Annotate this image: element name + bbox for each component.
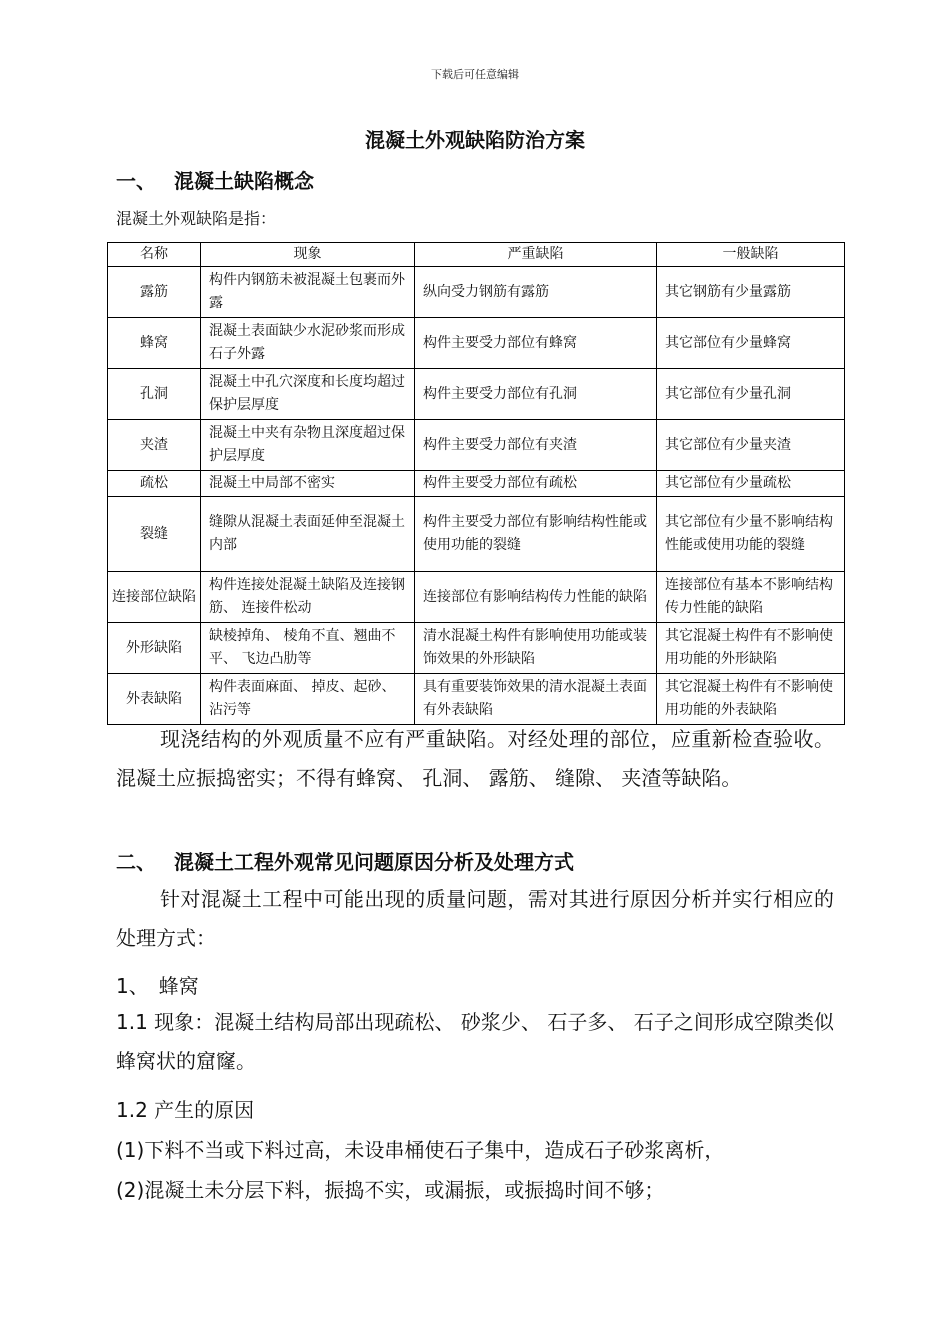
section-number: 二、 [116,850,156,874]
defect-severe: 纵向受力钢筋有露筋 [415,267,657,318]
section-title: 混凝土工程外观常见问题原因分析及处理方式 [174,850,574,874]
table-row [108,318,845,369]
table-row [108,497,845,572]
table-header-row [108,243,845,267]
defect-severe: 清水混凝土构件有影响使用功能或装饰效果的外形缺陷 [415,623,657,674]
defect-general: 其它部位有少量夹渣 [657,420,845,471]
header-note: 下载后可任意编辑 [431,68,519,81]
table-row [108,572,845,623]
item-subheading: 1.2 产生的原因 [116,1098,255,1122]
defect-phenomenon: 混凝土中孔穴深度和长度均超过保护层厚度 [201,369,415,420]
defect-phenomenon: 缺棱掉角、 棱角不直、翘曲不平、 飞边凸肋等 [201,623,415,674]
defect-table [107,242,845,725]
defect-name: 露筋 [108,267,201,318]
defect-phenomenon: 缝隙从混凝土表面延伸至混凝土内部 [201,497,415,572]
defect-name: 夹渣 [108,420,201,471]
defect-name: 蜂窝 [108,318,201,369]
column-header: 现象 [201,243,415,267]
phenomenon-paragraph: 1.1 现象：混凝土结构局部出现疏松、 砂浆少、 石子多、 石子之间形成空隙类似蜂窝状的窟窿。 [116,1010,834,1073]
defect-phenomenon: 构件连接处混凝土缺陷及连接钢筋、 连接件松动 [201,572,415,623]
defect-general: 其它部位有少量孔洞 [657,369,845,420]
section-title: 混凝土缺陷概念 [174,169,314,193]
defect-name: 外表缺陷 [108,674,201,725]
defect-severe: 构件主要受力部位有疏松 [415,471,657,497]
defect-severe: 连接部位有影响结构传力性能的缺陷 [415,572,657,623]
defect-severe: 构件主要受力部位有影响结构性能或使用功能的裂缝 [415,497,657,572]
table-row [108,623,845,674]
section-heading-1 [116,165,314,194]
defect-general: 其它部位有少量蜂窝 [657,318,845,369]
defect-phenomenon: 混凝土表面缺少水泥砂浆而形成石子外露 [201,318,415,369]
defect-name: 外形缺陷 [108,623,201,674]
defect-name: 孔洞 [108,369,201,420]
quality-requirement-paragraph: 现浇结构的外观质量不应有严重缺陷。对经处理的部位，应重新检查验收。混凝土应振捣密实；不得有蜂窝、 孔洞、 露筋、 缝隙、 夹渣等缺陷。 [116,727,834,790]
defect-general: 其它部位有少量疏松 [657,471,845,497]
column-header: 一般缺陷 [657,243,845,267]
defect-name: 疏松 [108,471,201,497]
cause-line: (1)下料不当或下料过高，未设串桶使石子集中，造成石子砂浆离析， [116,1138,725,1162]
table-row [108,369,845,420]
table-row [108,471,845,497]
column-header: 严重缺陷 [415,243,657,267]
table-row [108,420,845,471]
defect-general: 连接部位有基本不影响结构传力性能的缺陷 [657,572,845,623]
intro-text: 混凝土外观缺陷是指： [116,209,277,228]
defect-name: 连接部位缺陷 [108,572,201,623]
section-number: 一、 [116,169,156,193]
defect-severe: 具有重要装饰效果的清水混凝土表面有外表缺陷 [415,674,657,725]
defect-severe: 构件主要受力部位有夹渣 [415,420,657,471]
section-heading-2 [116,846,574,875]
defect-general: 其它钢筋有少量露筋 [657,267,845,318]
defect-phenomenon: 混凝土中局部不密实 [201,471,415,497]
column-header: 名称 [108,243,201,267]
defect-severe: 构件主要受力部位有蜂窝 [415,318,657,369]
document-title: 混凝土外观缺陷防治方案 [365,128,585,152]
analysis-intro-paragraph: 针对混凝土工程中可能出现的质量问题，需对其进行原因分析并实行相应的处理方式： [116,887,834,950]
defect-general: 其它混凝土构件有不影响使用功能的外表缺陷 [657,674,845,725]
defect-general: 其它部位有少量不影响结构性能或使用功能的裂缝 [657,497,845,572]
defect-phenomenon: 构件表面麻面、 掉皮、起砂、 沾污等 [201,674,415,725]
defect-phenomenon: 混凝土中夹有杂物且深度超过保护层厚度 [201,420,415,471]
defect-general: 其它混凝土构件有不影响使用功能的外形缺陷 [657,623,845,674]
defect-severe: 构件主要受力部位有孔洞 [415,369,657,420]
defect-name: 裂缝 [108,497,201,572]
defect-phenomenon: 构件内钢筋未被混凝土包裹而外露 [201,267,415,318]
cause-line: (2)混凝土未分层下料，振捣不实，或漏振，或振捣时间不够； [116,1178,665,1202]
table-row [108,267,845,318]
item-heading: 1、 蜂窝 [116,974,199,998]
table-row [108,674,845,725]
